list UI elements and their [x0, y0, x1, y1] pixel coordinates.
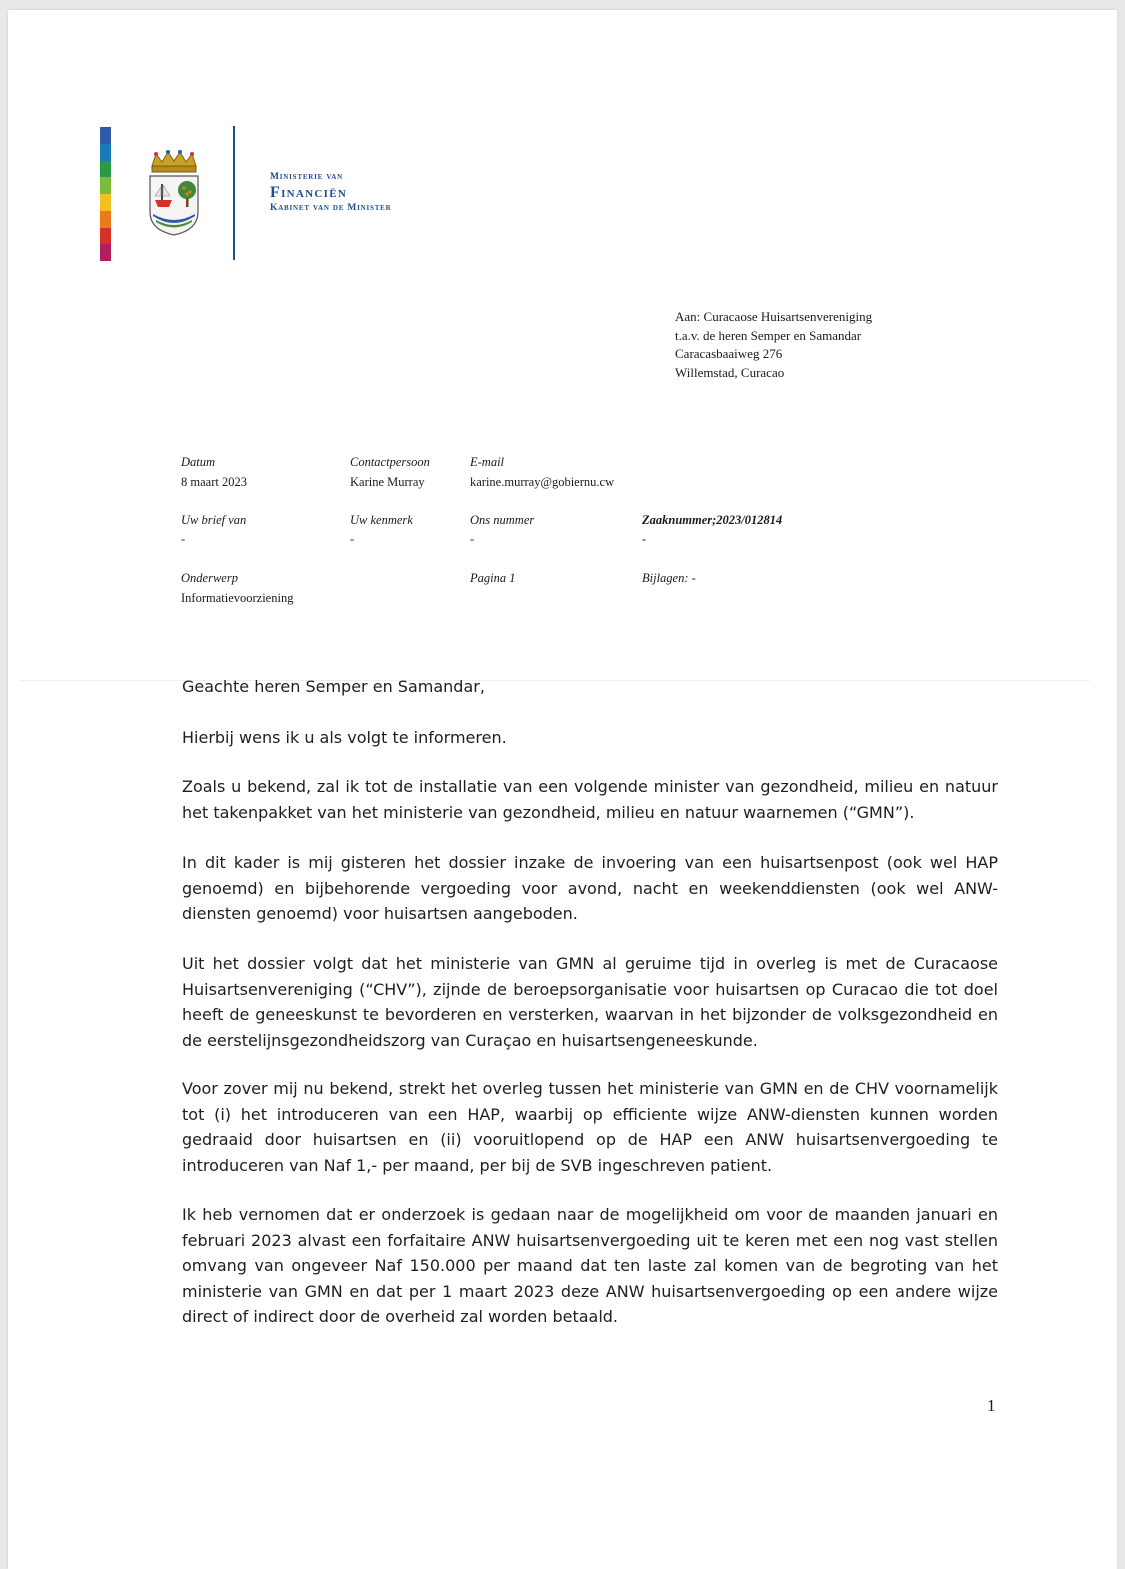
contact-value: Karine Murray	[350, 475, 425, 489]
ministry-name: Financiën	[270, 184, 348, 201]
stripe-5	[100, 194, 111, 211]
datum-label: Datum	[181, 455, 216, 469]
pagina-label: Pagina 1	[470, 571, 516, 585]
stripe-2	[100, 144, 111, 161]
uw-kenmerk-label: Uw kenmerk	[350, 513, 413, 527]
ministry-subline: Kabinet van de Minister	[270, 203, 392, 213]
paragraph-2: Zoals u bekend, zal ik tot de installatie van een volgende minister van gezondheid, milieu en natuur het takenpakket van het ministerie van gezondheid, milieu en natuur waarnemen (“GMN”).	[182, 777, 998, 822]
recipient-line: t.a.v. de heren Semper en Samandar	[675, 327, 862, 343]
email-label: E-mail	[470, 455, 505, 469]
recipient-line: Caracasbaaiweg 276	[675, 346, 783, 361]
paragraph-1: Hierbij wens ik u als volgt te informeren.	[182, 728, 507, 747]
datum-value: 8 maart 2023	[181, 475, 247, 489]
stripe-3	[100, 161, 111, 178]
paragraph-6: Ik heb vernomen dat er onderzoek is gedaan naar de mogelijkheid om voor de maanden januari en februari 2023 alvast een forfaitaire ANW huisartsenvergoeding uit te keren met een nog vast stellen omvang van ongeveer Naf 150.000 per maand dat ten laste zal komen van de begroting van het ministerie van GMN en dat per 1 maart 2023 deze ANW huisartsenvergoeding op een andere wijze direct of indirect door de overheid zal worden betaald.	[182, 1205, 998, 1326]
recipient-line: Aan: Curacaose Huisartsenvereniging	[675, 309, 873, 324]
stripe-1	[100, 127, 111, 144]
ministry-line-1: Ministerie van	[270, 172, 343, 182]
salutation: Geachte heren Semper en Samandar,	[182, 677, 485, 696]
zaaknummer-label: Zaaknummer;2023/012814	[642, 513, 783, 527]
paragraph-3: In dit kader is mij gisteren het dossier inzake de invoering van een huisartsenpost (ook wel HAP genoemd) en bijbehorende vergoeding voor avond, nacht en weekenddiensten (ook wel ANW-diensten genoemd) voor huisartsen aangeboden.	[182, 853, 998, 923]
onderwerp-value: Informatievoorziening	[181, 591, 294, 605]
stripe-6	[100, 211, 111, 228]
paragraph-4: Uit het dossier volgt dat het ministerie van GMN al geruime tijd in overleg is met de Curacaose Huisartsenvereniging (“CHV”), zijnde de beroepsorganisatie voor huisartsen op Curacao die tot doel heeft de geneeskunst te bevorderen en versterken, waarvan in het bijzonder de volksgezondheid en de eerstelijnsgezondheidszorg van Curaçao en huisartsengeneeskunde.	[182, 954, 998, 1050]
contact-label: Contactpersoon	[350, 455, 430, 469]
uw-brief-label: Uw brief van	[181, 513, 247, 527]
stripe-7	[100, 228, 111, 245]
bijlagen-label: Bijlagen: -	[642, 571, 696, 585]
ons-nummer-label: Ons nummer	[470, 513, 535, 527]
recipient-line: Willemstad, Curacao	[675, 364, 785, 380]
stripe-8	[100, 244, 111, 261]
uw-brief-value: -	[181, 532, 186, 546]
email-value: karine.murray@gobiernu.cw	[470, 475, 615, 489]
zaaknummer-value: -	[642, 532, 647, 546]
stripe-4	[100, 177, 111, 194]
letter-body	[182, 0, 999, 1569]
page-number: 1	[987, 1396, 996, 1415]
uw-kenmerk-value: -	[350, 532, 355, 546]
paragraph-5: Voor zover mij nu bekend, strekt het overleg tussen het ministerie van GMN en de CHV voornamelijk tot (i) het introduceren van een HAP, waarbij op efficiente wijze ANW-diensten kunnen worden gedraaid door huisartsen en (ii) vooruitlopend op de HAP een ANW huisartsenvergoeding te introduceren van Naf 1,- per maand, per bij de SVB ingeschreven patient.	[182, 1079, 998, 1175]
onderwerp-label: Onderwerp	[181, 571, 238, 585]
ons-nummer-value: -	[470, 532, 475, 546]
color-stripe	[100, 127, 111, 261]
